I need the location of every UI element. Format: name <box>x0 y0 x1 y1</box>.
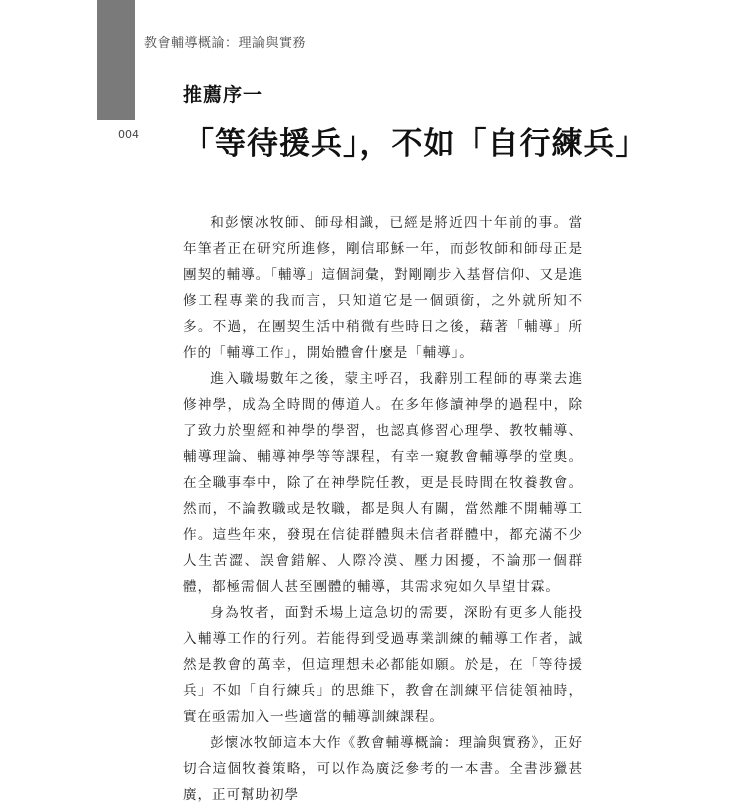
paragraph: 和彭懷冰牧師、師母相識，已經是將近四十年前的事。當年筆者正在研究所進修，剛信耶穌一年，而彭牧師和師母正是團契的輔導。「輔導」這個詞彙，對剛剛步入基督信仰、又是進修工程專業的我而言，只知道它是一個頭銜，之外就所知不多。不過，在團契生活中稍微有些時日之後，藉著「輔導」所作的「輔導工作」，開始體會什麼是「輔導」。 <box>183 215 583 361</box>
paragraph: 身為牧者，面對禾場上這急切的需要，深盼有更多人能投入輔導工作的行列。若能得到受過專業訓練的輔導工作者，誠然是教會的萬幸，但這理想未必都能如願。於是，在「等待援兵」不如「自行練兵」的思維下，教會在訓練平信徒領袖時，實在亟需加入一些適當的輔導訓練課程。 <box>183 605 583 725</box>
section-label: 推薦序一 <box>183 84 264 106</box>
corner-tab <box>97 0 135 120</box>
paragraph: 進入職場數年之後，蒙主呼召，我辭別工程師的專業去進修神學，成為全時間的傳道人。在多年修讀神學的過程中，除了致力於聖經和神學的學習，也認真修習心理學、教牧輔導、輔導理論、輔導神學等等課程，有幸一窺教會輔導學的堂奧。在全職事奉中，除了在神學院任教，更是長時間在牧養教會。然而，不論教職或是牧職，都是與人有關，當然離不開輔導工作。這些年來，發現在信徒群體與未信者群體中，都充滿不少人生苦澀、誤會錯解、人際冷漠、壓力困擾，不論那一個群體，都極需個人甚至團體的輔導，其需求宛如久旱望甘霖。 <box>183 371 583 595</box>
paragraph: 彭懷冰牧師這本大作《教會輔導概論：理論與實務》，正好切合這個牧養策略，可以作為廣泛參考的一本書。全書涉獵甚廣，正可幫助初學 <box>183 735 583 803</box>
running-head: 教會輔導概論：理論與實務 <box>144 36 307 51</box>
chapter-title: 「等待援兵」，不如「自行練兵」 <box>183 126 648 162</box>
page-number: 004 <box>118 128 139 141</box>
body-text <box>183 210 583 808</box>
